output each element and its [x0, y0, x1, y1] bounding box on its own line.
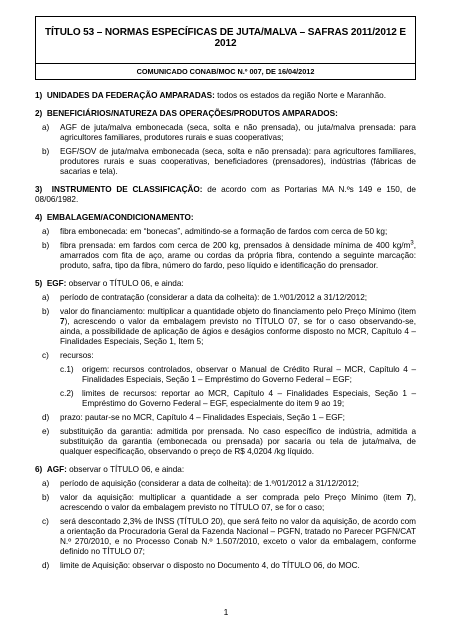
list-item: [35, 413, 416, 423]
section-heading: INSTRUMENTO DE CLASSIFICAÇÃO:: [51, 185, 203, 194]
item-text: recursos:: [60, 351, 94, 360]
section-heading: EGF:: [46, 279, 67, 288]
item-label: d): [42, 561, 50, 570]
item-text-part: valor do financiamento: multiplicar a quantidade objeto do financiamento pelo Preço Mínimo (item: [60, 307, 416, 316]
section-number: 4): [35, 213, 43, 222]
list-item: [35, 561, 416, 571]
section-6: [35, 465, 416, 571]
document-body: [35, 91, 416, 571]
sub-list-item: [35, 365, 416, 385]
item-text: [60, 241, 416, 271]
item-label: e): [42, 427, 50, 436]
item-text: [60, 307, 416, 347]
section-text: de acordo com as Portarias MA N.ºs 149 e 150, de 08/06/1982.: [35, 185, 416, 204]
section-number: 1): [35, 91, 43, 100]
section-heading: EMBALAGEM/ACONDICIONAMENTO:: [46, 213, 194, 222]
list-item: [35, 227, 416, 237]
section-4: [35, 213, 416, 271]
item-text-bold: 7: [406, 493, 411, 502]
item-text: EGF/SOV de juta/malva embonecada (seca, solta e não prensada): para agricultores familiares, produtores rurais e suas cooperativas, beneficiadores (prensadores), indústrias (fábricas de sacarias e tela).: [60, 147, 416, 176]
section-number: 5): [35, 279, 43, 288]
list-item: [35, 517, 416, 557]
item-label: a): [42, 227, 50, 236]
page-title: TÍTULO 53 – NORMAS ESPECÍFICAS DE JUTA/MALVA – SAFRAS 2011/2012 E 2012: [45, 27, 406, 49]
list-item: [35, 147, 416, 177]
item-label: c): [42, 517, 49, 526]
list-item: [35, 493, 416, 513]
item-text: AGF de juta/malva embonecada (seca, solta e não prensada), ou juta/malva prensada: para agricultores familiares, produtores rurais e suas cooperativas;: [60, 123, 416, 142]
section-number: 2): [35, 109, 43, 118]
list-item: [35, 307, 416, 347]
item-label: b): [42, 241, 50, 250]
item-text-bold: 7: [60, 317, 65, 326]
title-divider: [36, 63, 415, 64]
comunicado-reference: COMUNICADO CONAB/MOC N.º 007, DE 16/04/2012: [136, 67, 315, 76]
list-item: [35, 241, 416, 271]
item-label: c.1): [60, 365, 74, 374]
section-text: observar o TÍTULO 06, e ainda:: [66, 279, 184, 288]
item-text-part: valor da aquisição: multiplicar a quantidade a ser comprada pelo Preço Mínimo (item: [60, 493, 407, 502]
item-label: a): [42, 293, 50, 302]
item-text-part: fibra prensada: em fardos com cerca de 200 kg, prensados à densidade mínima de 400 kg/m: [60, 241, 411, 250]
item-label: b): [42, 307, 50, 316]
item-text: fibra embonecada: em “bonecas”, admitindo-se a formação de fardos com cerca de 50 kg;: [60, 227, 388, 236]
item-text-part: ), acrescendo o valor da embalagem previsto no TÍTULO 07, se for o caso;: [60, 493, 416, 512]
list-item: [35, 351, 416, 361]
item-label: c): [42, 351, 49, 360]
item-text: prazo: pautar-se no MCR, Capítulo 4 – Finalidades Especiais, Seção 1 – EGF;: [60, 413, 345, 422]
page-number: 1: [223, 607, 229, 617]
section-heading: BENEFICIÁRIOS/NATUREZA DAS OPERAÇÕES/PRODUTOS AMPARADOS:: [46, 109, 338, 118]
item-label: b): [42, 147, 50, 156]
item-text-part: , amarrados com fita de aço, arame ou cordas da própria fibra, contendo a seguinte marcação: produto, safra, tipo da fibra, número do fardo, peso líquido e identificação do prensador.: [60, 241, 416, 270]
section-heading: AGF:: [46, 465, 67, 474]
list-item: [35, 123, 416, 143]
item-text: será descontado 2,3% de INSS (TÍTULO 20), que será feito no valor da aquisição, de acordo com a orientação da Procuradoria Geral da Fazenda Nacional – PGFN, tratado no Parecer PGFN/CAT N.º 270/2010, e no Processo Conab N.º 1.507/2010, exceto o valor da embalagem, conforme definido no TÍTULO 07;: [60, 517, 416, 556]
section-2: [35, 109, 416, 177]
list-item: [35, 479, 416, 489]
section-number: 3): [35, 185, 43, 194]
item-label: d): [42, 413, 50, 422]
section-heading: UNIDADES DA FEDERAÇÃO AMPARADAS:: [46, 91, 215, 100]
item-text: limite de Aquisição: observar o disposto no Documento 4, do TÍTULO 06, do MOC.: [60, 561, 360, 570]
sub-list-item: [35, 389, 416, 409]
item-text: [60, 493, 416, 513]
section-number: 6): [35, 465, 43, 474]
section-1: [35, 91, 416, 101]
title-box: [35, 16, 416, 80]
item-label: a): [42, 123, 50, 132]
item-label: a): [42, 479, 50, 488]
section-text: observar o TÍTULO 06, e ainda:: [66, 465, 185, 474]
item-text: período de aquisição (considerar a data de colheita): de 1.º/01/2012 a 31/12/2012;: [60, 479, 359, 488]
superscript: 3: [410, 240, 414, 247]
list-item: [35, 427, 416, 457]
list-item: [35, 293, 416, 303]
item-text: origem: recursos controlados, observar o Manual de Crédito Rural – MCR, Capítulo 4 – Finalidades Especiais, Seção 1 – Empréstimo do Governo Federal – EGF;: [82, 365, 416, 384]
item-text-part: ), acrescendo o valor da embalagem previsto no TÍTULO 07, se for o caso observando-se, ainda, a possibilidade de aplicação de ágios e deságios conforme disposto no MCR, Capítulo 4 – Finalidades Especiais, Seção 1, Item 5;: [60, 317, 416, 346]
section-text: todos os estados da região Norte e Maranhão.: [214, 91, 386, 100]
item-label: b): [42, 493, 50, 502]
item-label: c.2): [60, 389, 74, 398]
item-text: substituição da garantia: admitida por prensada. No caso específico de indústria, admitida a substituição da garantia (embonecada ou prensada) por sacaria ou tela de juta/malva, de qualquer especificação, observando o preço de R$ 4,0204 /kg líquido.: [60, 427, 416, 456]
item-text: período de contratação (considerar a data da colheita): de 1.º/01/2012 a 31/12/2012;: [60, 293, 368, 302]
section-5: [35, 279, 416, 457]
section-3: [35, 185, 416, 205]
item-text: limites de recursos: reportar ao MCR, Capítulo 4 – Finalidades Especiais, Seção 1 – Empréstimo do Governo Federal – EGF, especialmente do item 9 ao 19;: [82, 389, 416, 408]
